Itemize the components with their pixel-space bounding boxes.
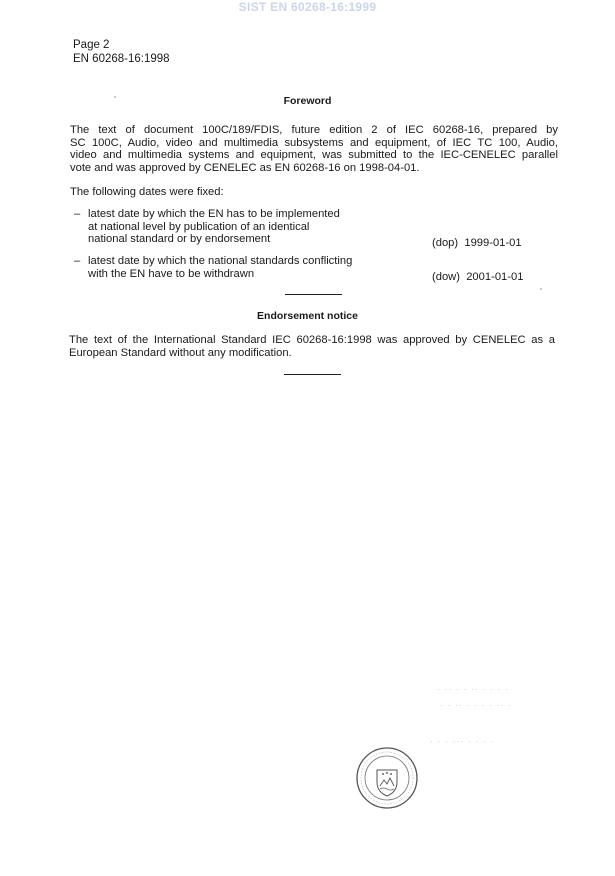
dop-code: (dop) — [432, 237, 459, 249]
dow-code: (dow) — [432, 271, 460, 283]
list-item-line: national standard or by endorsement — [88, 233, 271, 245]
faint-stamp-mark: · · · ··· · · · · — [430, 736, 495, 746]
foreword-line: video and multimedia systems and equipment, was submitted to the IEC-CENELEC parallel — [70, 149, 558, 161]
foreword-line: SC 100C, Audio, video and multimedia subsystems and equipment, of IEC TC 100, Audio, — [70, 136, 558, 149]
faint-stamp-mark: · ·· · · ·· · · · · — [437, 684, 509, 694]
list-item-dow — [74, 255, 374, 280]
endorsement-line: The text of the International Standard IEC 60268-16:1998 was approved by CENELEC as a — [69, 334, 555, 346]
list-item-dop — [74, 208, 374, 246]
endorsement-paragraph — [69, 334, 555, 359]
section-divider — [285, 294, 342, 295]
page-number: Page 2 — [73, 39, 110, 51]
foreword-line: The text of document 100C/189/FDIS, future edition 2 of IEC 60268-16, prepared by — [70, 124, 558, 136]
list-item-line: with the EN have to be withdrawn — [88, 267, 255, 280]
dop-date — [432, 237, 522, 249]
foreword-paragraph — [70, 124, 558, 174]
endorsement-line: European Standard without any modification. — [69, 346, 292, 359]
list-dash: – — [74, 255, 81, 267]
dop-value: 1999-01-01 — [464, 237, 522, 249]
foreword-line: vote and was approved by CENELEC as EN 60268-16 on 1998-04-01. — [70, 161, 420, 174]
list-item-text — [88, 208, 374, 246]
list-item-line: latest date by which the EN has to be implemented — [88, 208, 340, 220]
watermark: SIST EN 60268-16:1999 — [238, 0, 377, 14]
scan-speck — [114, 96, 116, 98]
page-header — [73, 38, 170, 66]
official-seal-icon — [355, 746, 419, 810]
scan-speck — [540, 288, 542, 290]
list-item-text — [88, 255, 374, 280]
endorsement-heading: Endorsement notice — [257, 310, 358, 322]
faint-stamp-mark: · · ·· · · · · ·· · — [440, 700, 512, 710]
list-item-line: at national level by publication of an identical — [88, 220, 310, 233]
dates-intro: The following dates were fixed: — [70, 186, 224, 198]
document-id: EN 60268-16:1998 — [73, 53, 170, 65]
end-divider — [284, 374, 341, 375]
dow-date — [432, 271, 523, 283]
list-dash: – — [74, 208, 81, 220]
list-item-line: latest date by which the national standards conflicting — [88, 255, 353, 267]
foreword-heading: Foreword — [283, 95, 332, 107]
dow-value: 2001-01-01 — [466, 271, 524, 283]
